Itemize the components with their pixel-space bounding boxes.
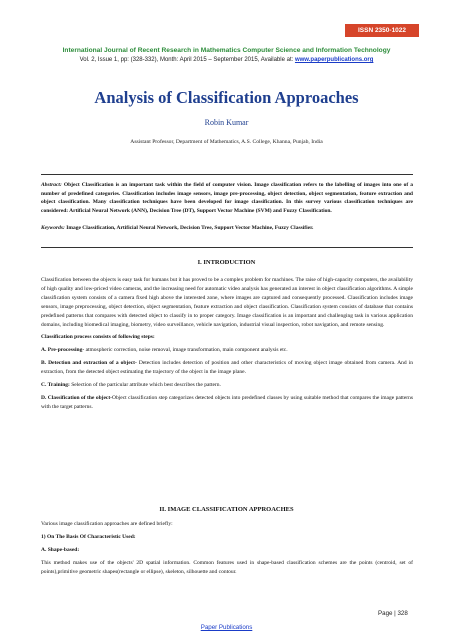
- intro-paragraph: Classification between the objects is easy task for humans but it has proved to be a complex problem for machines. The raise of high-capacity computers, the availability of high quality and low-priced video cameras, and the increasing need for automatic video analysis has generated an interest in object classification algorithms. A simple classification system consists of a camera fixed high above the interested zone, where images are captured and consequently processed. Classification includes image sensors, image preprocessing, object detection, object segmentation, feature extraction and object classification. Classification system consists of database that contains predefined patterns that compares with detected object to classify in to proper category. Image classification is an important and challenging task in various application domains, including biomedical imaging, biometry, video surveillance, vehicle navigation, industrial visual inspection, robot navigation, and remote sensing.: [41, 277, 413, 328]
- subheading-characteristic: 1) On The Basis Of Characteristic Used:: [41, 533, 136, 540]
- introduction-body: [41, 276, 413, 412]
- volume-line: [14, 57, 439, 63]
- page-number: Page | 328: [378, 610, 408, 617]
- issn-badge: ISSN 2350-1022: [345, 24, 419, 37]
- subheading-shape-based: A. Shape-based:: [41, 546, 80, 553]
- keywords-text: Image Classification, Artificial Neural Network, Decision Tree, Support Vector Machine, Fuzzy Classifier.: [66, 225, 314, 231]
- keywords-label: Keywords:: [41, 225, 65, 231]
- step-d-label: D. Classification of the object-: [41, 394, 113, 401]
- approaches-intro: Various image classification approaches are defined briefly:: [41, 521, 173, 527]
- journal-url-link[interactable]: www.paperpublications.org: [294, 57, 374, 63]
- step-a-text: atmospheric correction, noise removal, image transformation, main component analysis etc.: [84, 347, 288, 354]
- steps-heading: Classification process consists of following steps:: [41, 334, 155, 341]
- step-a: [41, 346, 413, 355]
- step-d: [41, 394, 413, 412]
- divider-bottom: [41, 247, 413, 248]
- author-affiliation: Assistant Professor, Department of Mathematics, A.S. College, Khanna, Punjab, India: [130, 139, 323, 145]
- step-b-text: Detection includes detection of position and other characteristics of moving object image obtained from camera. And in extraction, from the detected object estimating the trajectory of the object in the image plane.: [41, 360, 413, 376]
- step-b: [41, 359, 413, 377]
- abstract: [41, 181, 413, 216]
- step-c-label: C. Training:: [41, 382, 70, 389]
- step-b-label: B. Detection and extraction of a object-: [41, 360, 137, 367]
- volume-text: Vol. 2, Issue 1, pp: (328-332), Month: April 2015 – September 2015, Available at:: [79, 57, 294, 63]
- approaches-body: [41, 520, 413, 577]
- paper-title: Analysis of Classification Approaches: [94, 88, 359, 107]
- section-heading-approaches: II. IMAGE CLASSIFICATION APPROACHES: [159, 506, 294, 513]
- shape-based-paragraph: This method makes use of the objects' 2D spatial information. Common features used in shape-based classification schemes are the points (centroid, set of points),primitive geometric shapes(rectangle or ellipse), skeleton, silhouette and contour.: [41, 559, 413, 575]
- author-name: Robin Kumar: [204, 118, 249, 127]
- section-heading-introduction: I. INTRODUCTION: [197, 259, 256, 266]
- divider-top: [41, 174, 413, 175]
- keywords: [41, 224, 413, 233]
- publisher-link[interactable]: Paper Publications: [200, 624, 253, 631]
- abstract-text: Object Classification is an important task within the field of computer vision. Image classification refers to the labelling of images into one of a number of predefined categories. Classification includes image sensors, image pre-processing, object detection, object segmentation, feature extraction and object classification. Many classification techniques have been developed for image classification. In this survey various classification techniques are considered: Artificial Neural Network (ANN), Decision Tree (DT), Support Vector Machine (SVM) and Fuzzy Classification.: [41, 182, 413, 215]
- journal-name: International Journal of Recent Research in Mathematics Computer Science and Information Technology: [62, 47, 391, 54]
- step-c: [41, 381, 413, 390]
- step-d-text: Object classification step categorizes detected objects into predefined classes by using suitable method that compares the image patterns with the target patterns.: [41, 394, 413, 410]
- step-c-text: Selection of the particular attribute which best describes the pattern.: [69, 382, 221, 389]
- step-a-label: A. Pre-processing-: [41, 347, 85, 354]
- abstract-label: Abstract:: [41, 182, 62, 188]
